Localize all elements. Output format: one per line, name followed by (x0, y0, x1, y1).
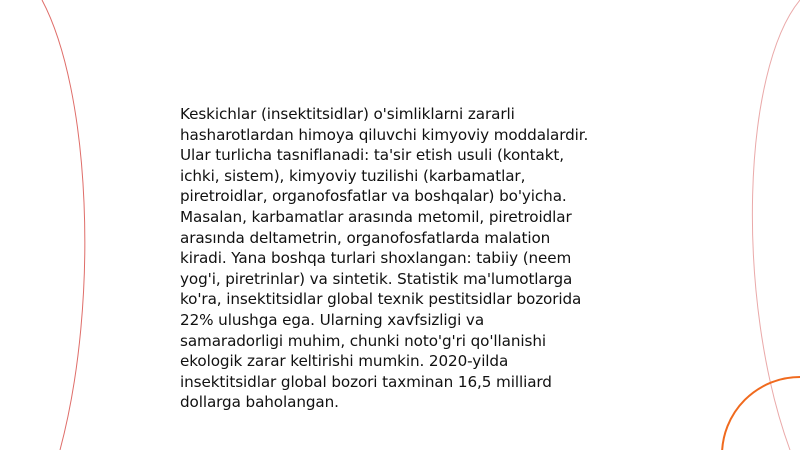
text-line: hasharotlardan himoya qiluvchi kimyoviy moddalardir. (180, 125, 589, 144)
text-line: ichki, sistem), kimyoviy tuzilishi (karbamatlar, (180, 166, 526, 185)
text-line: insektitsidlar global bozori taxminan 16,5 milliard (180, 372, 552, 391)
text-line: Keskichlar (insektitsidlar) o'simliklarni zararli (180, 105, 515, 123)
orange-circle-decoration (722, 377, 800, 450)
text-line: Masalan, karbamatlar arasında metomil, piretroidlar (180, 207, 572, 226)
right-arc-decoration (752, 0, 800, 450)
text-line: arasında deltametrin, organofosfatlarda malation (180, 228, 551, 247)
body-paragraph (180, 104, 630, 413)
text-line: dollarga baholangan. (180, 393, 339, 412)
text-line: samaradorligi muhim, chunki noto'g'ri qo'llanishi (180, 331, 546, 350)
text-line: ko'ra, insektitsidlar global texnik pestitsidlar bozorida (180, 290, 582, 309)
text-line: kiradi. Yana boshqa turlari shoxlangan: tabiiy (neem (180, 249, 572, 268)
text-line: 22% ulushga ega. Ularning xavfsizligi va (180, 310, 485, 329)
text-line: Ular turlicha tasniflanadi: ta'sir etish usuli (kontakt, (180, 146, 565, 165)
text-line: ekologik zarar keltirishi mumkin. 2020-yilda (180, 352, 509, 371)
text-line: yog'i, piretrinlar) va sintetik. Statistik ma'lumotlarga (180, 269, 573, 288)
left-arc-decoration (42, 0, 85, 450)
text-line: piretroidlar, organofosfatlar va boshqalar) bo'yicha. (180, 187, 567, 206)
